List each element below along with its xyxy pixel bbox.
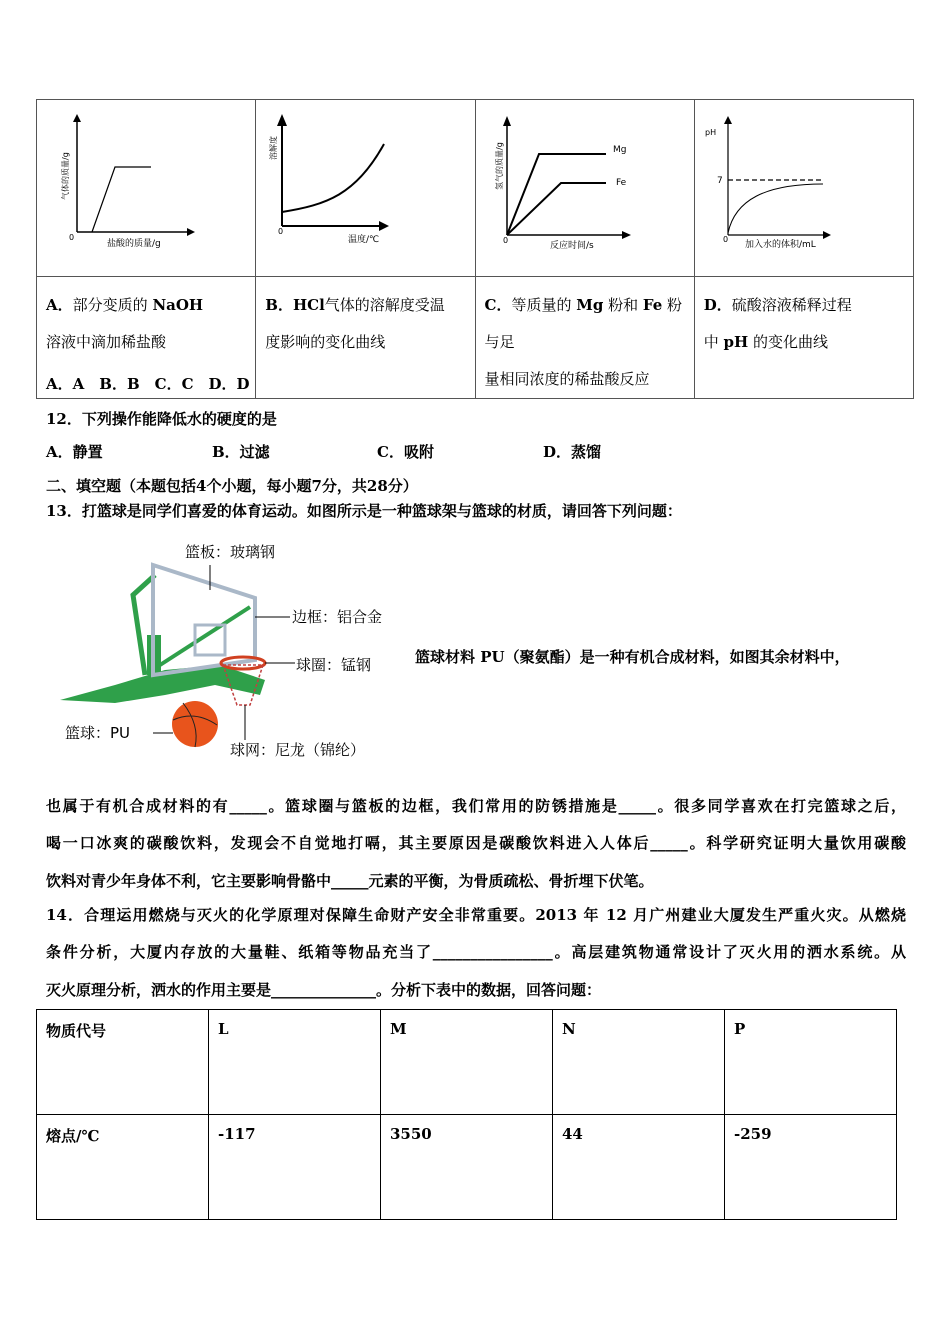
graph-a [37,100,256,277]
table-cell: L [209,1010,381,1115]
table-header-row [37,1010,897,1115]
section-2-title: 二、填空题（本题包括4个小题，每小题7分，共28分） [46,477,418,495]
caption-b: B．HCl气体的溶解度受温 度影响的变化曲线 [256,277,475,399]
table-cell: -117 [209,1115,381,1220]
svg-text:0: 0 [278,227,284,236]
svg-text:反应时间/s: 反应时间/s [549,241,594,251]
graph-options-table [36,99,914,399]
svg-text:篮板：玻璃钢: 篮板：玻璃钢 [185,543,276,561]
svg-text:篮球：PU: 篮球：PU [65,724,131,742]
table-cell: N [553,1010,725,1115]
svg-text:球网：尼龙（锦纶）: 球网：尼龙（锦纶） [230,741,366,759]
svg-text:0: 0 [69,233,75,242]
table-cell: 熔点/℃ [37,1115,209,1220]
table-cell: M [381,1010,553,1115]
q13-stem: 13．打篮球是同学们喜爱的体育运动。如图所示是一种篮球架与篮球的材质，请回答下列问题： [46,502,682,520]
q13-line-2: 喝一口冰爽的碳酸饮料，发现会不自觉地打嗝，其主要原因是碳酸饮料进入人体后_____。科学研究证明大量饮用碳酸 [46,834,906,852]
graph-b [256,100,475,277]
graph-c [475,100,694,277]
melting-point-table [36,1009,897,1220]
q11-options: A．A B．B C．C D．D [46,375,250,393]
svg-text:pH: pH [704,128,716,137]
table-cell: -259 [725,1115,897,1220]
table-row [37,1115,897,1220]
svg-text:Fe: Fe [615,178,626,188]
svg-text:氢气的质量/g: 氢气的质量/g [494,142,504,190]
q12-option-a: A．静置 [46,443,103,461]
svg-text:7: 7 [716,176,723,186]
q14-line-3: 灭火原理分析，洒水的作用主要是______________。分析下表中的数据，回答问题： [46,981,602,999]
svg-text:盐酸的质量/g: 盐酸的质量/g [107,239,161,249]
q13-side-text: 篮球材料 PU（聚氨酯）是一种有机合成材料，如图其余材料中， [415,648,850,666]
basketball-hoop-figure [55,535,415,765]
q14-line-2: 条件分析，大厦内存放的大量鞋、纸箱等物品充当了________________。高层建筑物通常设计了灭火用的洒水系统。从 [46,943,906,961]
q12-option-d: D．蒸馏 [543,443,602,461]
caption-c: C．等质量的 Mg 粉和 Fe 粉与足 量相同浓度的稀盐酸反应 [475,277,694,399]
svg-text:气体的质量/g: 气体的质量/g [61,152,70,200]
q13-line-3: 饮料对青少年身体不利，它主要影响骨骼中_____元素的平衡，为骨质疏松、骨折埋下伏笔。 [46,872,654,890]
q12-option-b: B．过滤 [212,443,270,461]
svg-text:溶解度: 溶解度 [269,136,279,160]
q12-stem: 12．下列操作能降低水的硬度的是 [46,410,277,428]
svg-text:0: 0 [502,236,508,245]
caption-a: A．部分变质的 NaOH 溶液中滴加稀盐酸 [37,277,256,399]
table-cell: 物质代号 [37,1010,209,1115]
q14-line-1: 14．合理运用燃烧与灭火的化学原理对保障生命财产安全非常重要。2013 年 12 月广州建业大厦发生严重火灾。从燃烧 [46,906,906,924]
svg-text:Mg: Mg [612,145,626,155]
q12-option-c: C．吸附 [377,443,434,461]
svg-text:边框：铝合金: 边框：铝合金 [292,608,383,626]
q13-line-1: 也属于有机合成材料的有_____。篮球圈与篮板的边框，我们常用的防锈措施是_____。很多同学喜欢在打完篮球之后， [46,797,906,815]
svg-text:加入水的体积/mL: 加入水的体积/mL [744,240,816,250]
table-cell: 44 [553,1115,725,1220]
graph-d [694,100,913,277]
svg-text:温度/℃: 温度/℃ [348,235,380,245]
svg-text:球圈：锰钢: 球圈：锰钢 [296,656,372,674]
caption-d: D．硫酸溶液稀释过程 中 pH 的变化曲线 [694,277,913,399]
table-cell: 3550 [381,1115,553,1220]
table-cell: P [725,1010,897,1115]
svg-text:0: 0 [722,235,728,244]
